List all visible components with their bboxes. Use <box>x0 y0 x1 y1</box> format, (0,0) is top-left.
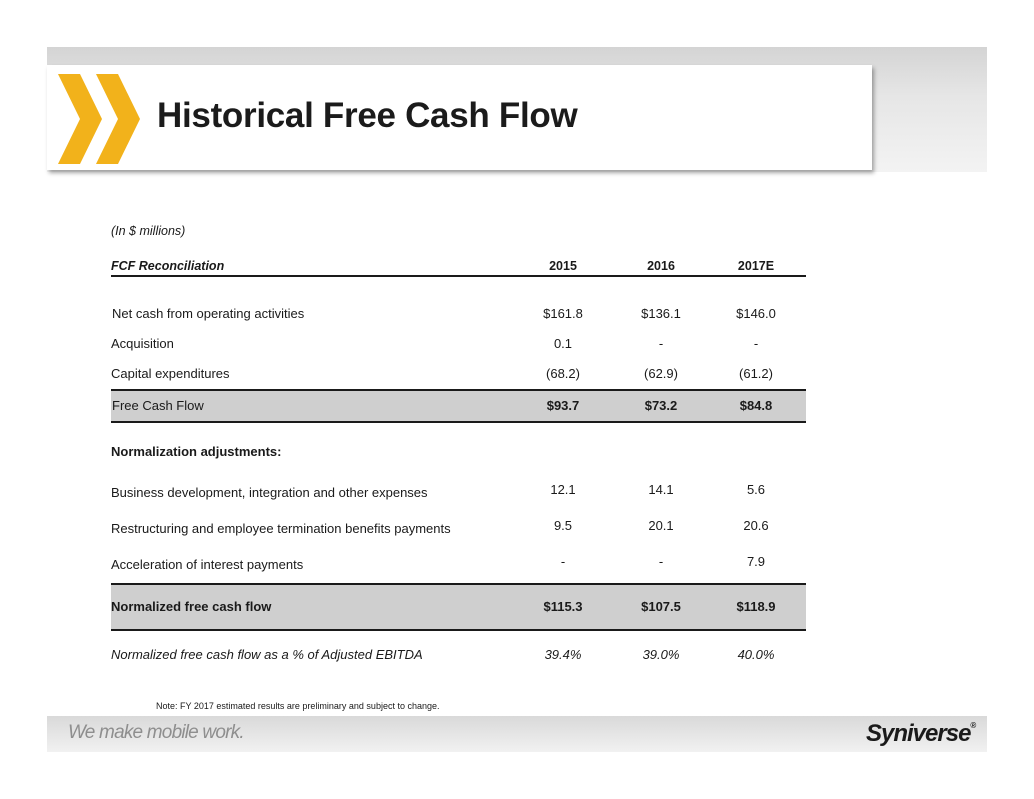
cell: $115.3 <box>543 599 583 614</box>
registered-mark: ® <box>970 721 976 730</box>
header-year: 2017E <box>737 259 775 273</box>
table-row <box>111 475 806 511</box>
cell: 20.6 <box>743 518 769 533</box>
cell: 40.0% <box>737 647 775 662</box>
cell: 20.1 <box>648 518 674 533</box>
table-row <box>111 329 806 359</box>
pct-ebitda-row <box>111 631 806 679</box>
header-year: 2015 <box>549 259 577 273</box>
table-row <box>111 511 806 547</box>
normalized-fcf-row <box>111 583 806 631</box>
cell: - <box>658 336 664 351</box>
row-label: Acceleration of interest payments <box>111 557 304 572</box>
cell: 5.6 <box>746 482 766 497</box>
cell: $107.5 <box>641 599 681 614</box>
footnote: Note: FY 2017 estimated results are preliminary and subject to change. <box>156 701 440 711</box>
logo-text: Syniverse <box>866 720 971 747</box>
row-label: Normalized free cash flow as a % of Adjusted EBITDA <box>111 647 423 662</box>
cell: $93.7 <box>546 398 580 413</box>
cell: 14.1 <box>648 482 674 497</box>
cell: $146.0 <box>736 306 776 321</box>
cell: - <box>560 554 566 569</box>
cell: (61.2) <box>739 366 773 381</box>
table-row <box>111 299 806 329</box>
table-row <box>111 359 806 389</box>
cell: $84.8 <box>739 398 773 413</box>
cell: - <box>658 554 664 569</box>
cell: (62.9) <box>644 366 678 381</box>
cell: 39.4% <box>544 647 582 662</box>
adjustments-heading <box>111 437 806 467</box>
page-title: Historical Free Cash Flow <box>157 96 578 135</box>
header-year: 2016 <box>647 259 675 273</box>
table-row <box>111 547 806 583</box>
cell: 12.1 <box>550 482 576 497</box>
table-header <box>111 257 806 277</box>
section-heading: Normalization adjustments: <box>111 444 282 459</box>
cell: 39.0% <box>642 647 680 662</box>
header-label: FCF Reconciliation <box>111 259 225 273</box>
row-label: Business development, integration and other expenses <box>111 485 428 500</box>
fcf-table <box>111 257 806 679</box>
cell: 0.1 <box>553 336 573 351</box>
cell: $136.1 <box>641 306 681 321</box>
double-chevron-icon <box>58 74 142 164</box>
tagline: We make mobile work. <box>68 722 244 743</box>
row-label: Free Cash Flow <box>112 398 204 413</box>
cell: $73.2 <box>644 398 678 413</box>
cell: 9.5 <box>553 518 573 533</box>
cell: $161.8 <box>543 306 583 321</box>
units-note: (In $ millions) <box>111 224 186 238</box>
row-label: Acquisition <box>111 336 174 351</box>
cell: 7.9 <box>746 554 766 569</box>
cell: (68.2) <box>546 366 580 381</box>
cell: $118.9 <box>736 599 776 614</box>
row-label: Capital expenditures <box>111 366 230 381</box>
row-label: Restructuring and employee termination benefits payments <box>111 521 451 536</box>
row-label: Normalized free cash flow <box>111 599 272 614</box>
syniverse-logo <box>866 720 975 748</box>
row-label: Net cash from operating activities <box>112 306 305 321</box>
cell: - <box>753 336 759 351</box>
free-cash-flow-row <box>111 389 806 423</box>
